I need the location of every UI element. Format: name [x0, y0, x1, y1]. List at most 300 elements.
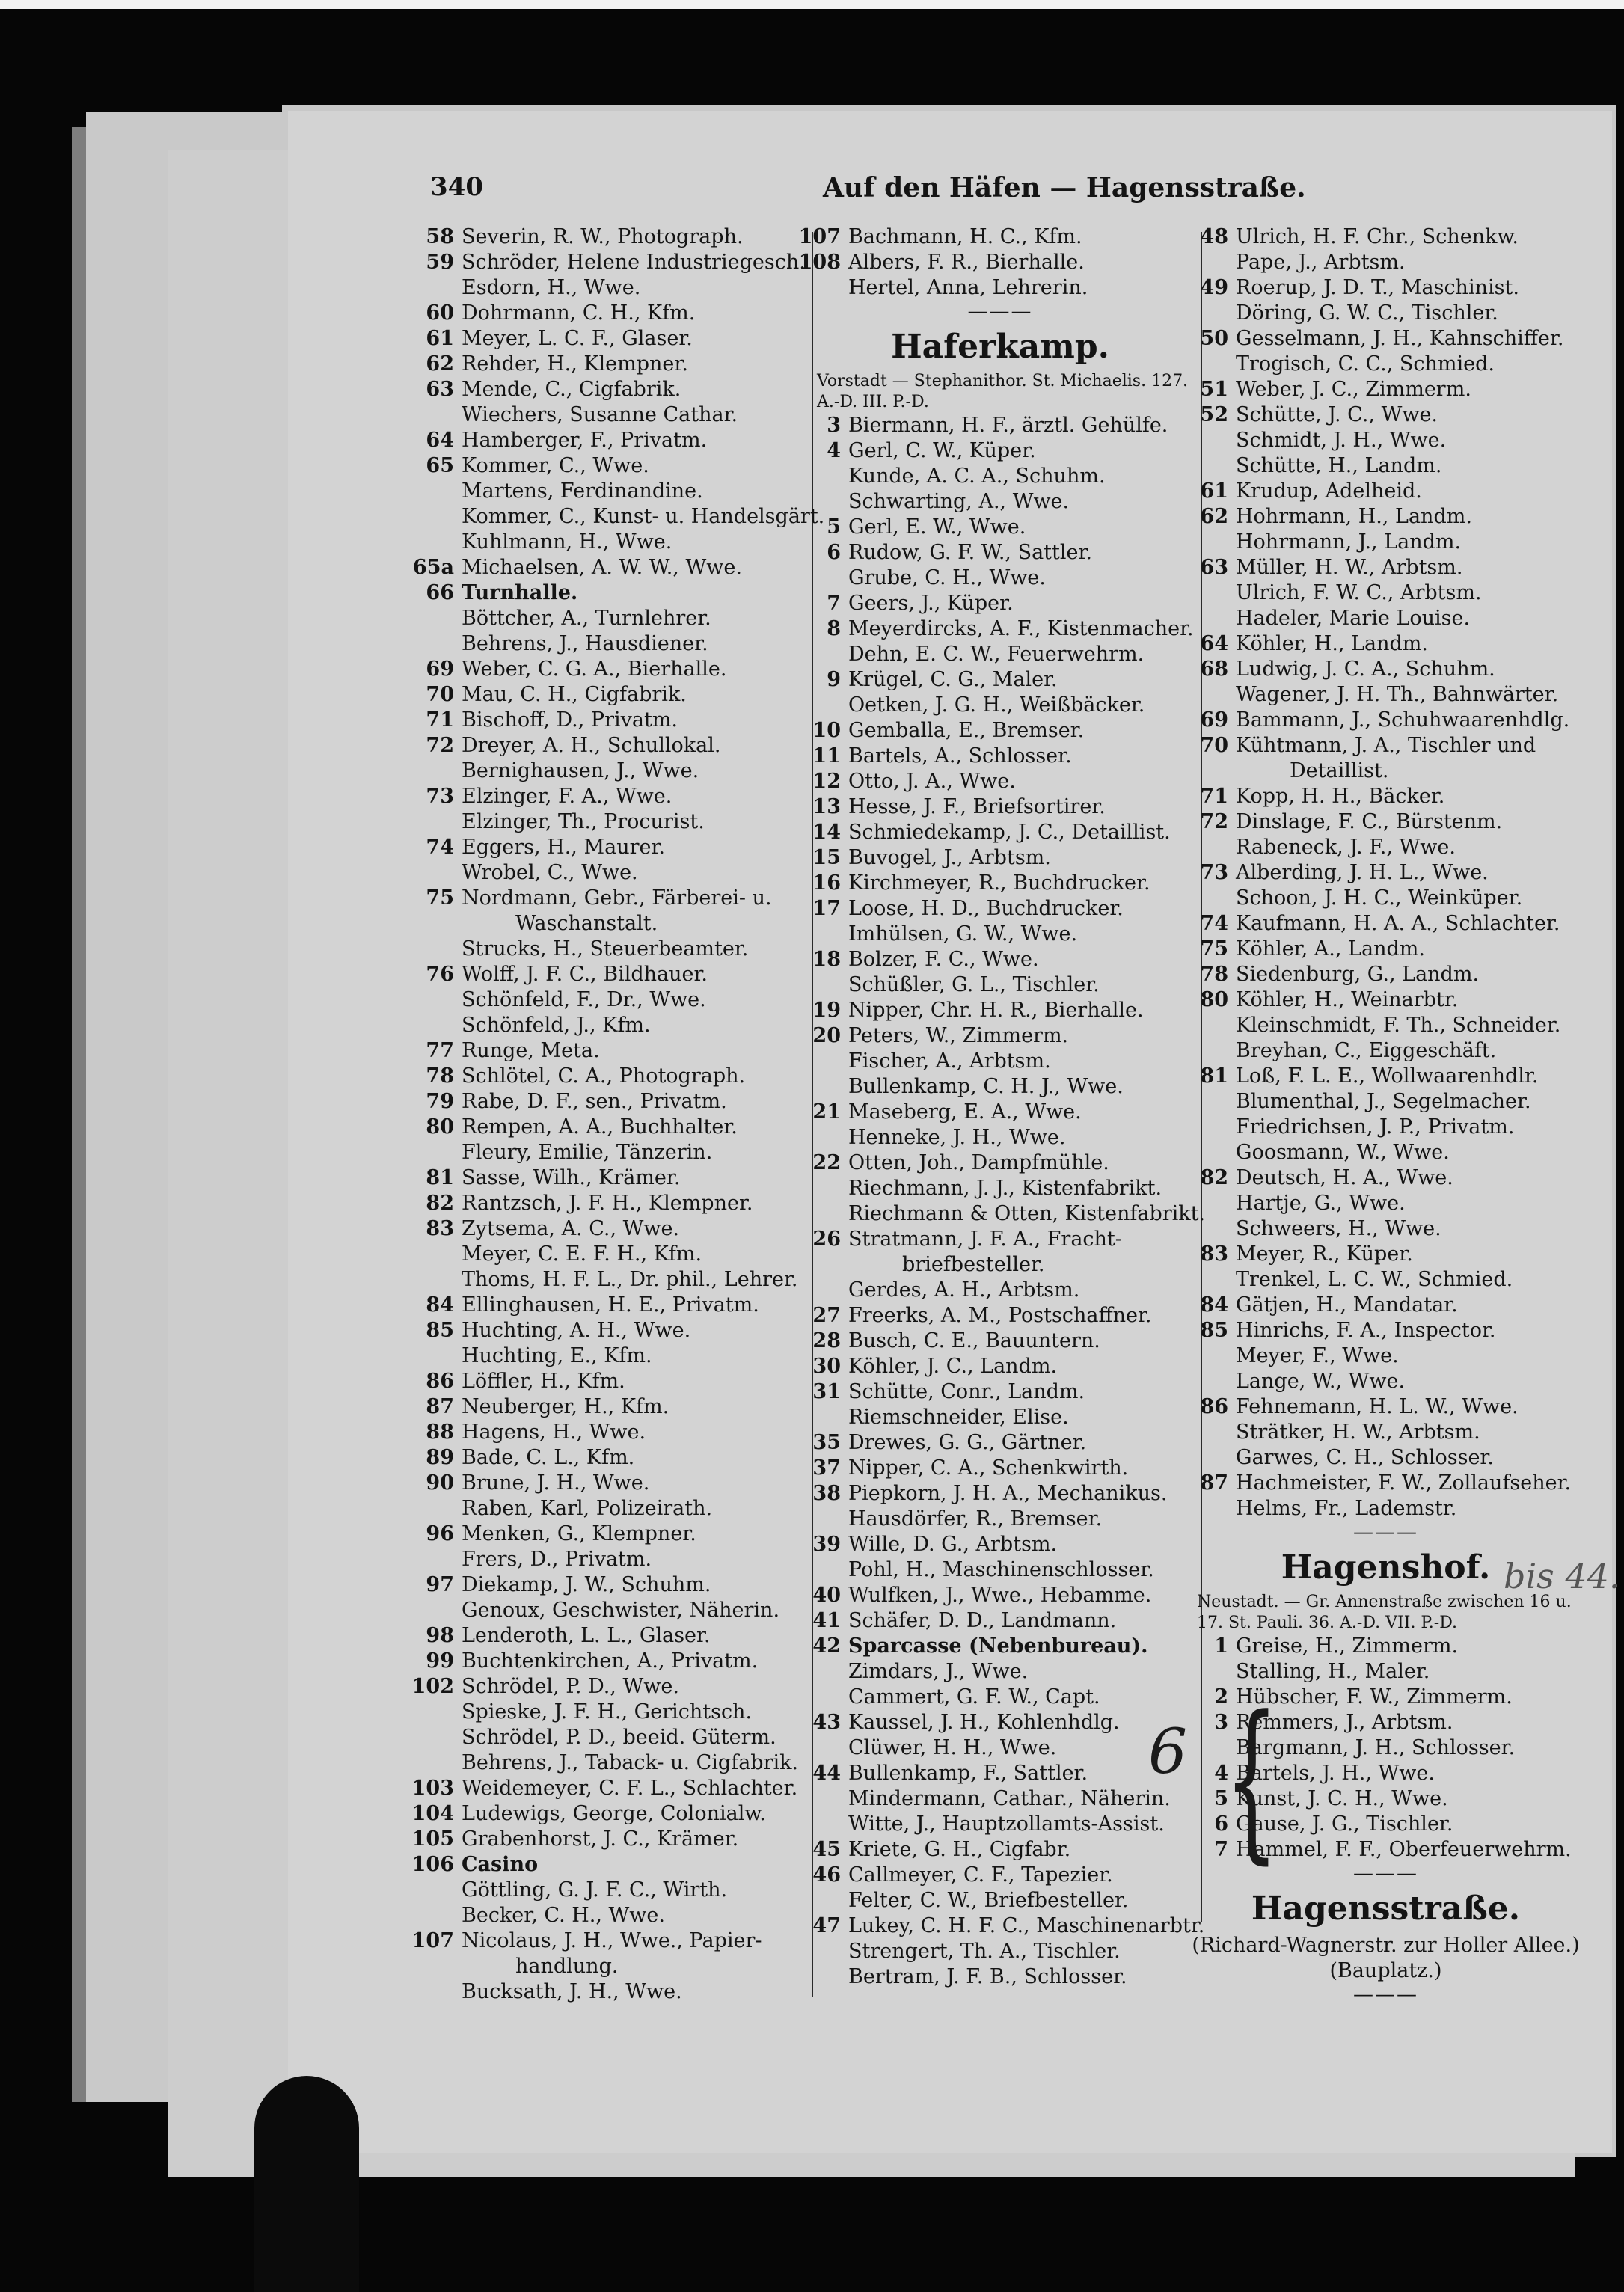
directory-entry	[794, 693, 1206, 718]
resident-entry: Gause, J. G., Tischler.	[1236, 1813, 1453, 1836]
resident-entry: Hamberger, F., Privatm.	[462, 429, 708, 452]
house-number: 85	[1200, 1319, 1228, 1342]
house-number: 38	[812, 1482, 841, 1505]
resident-entry: Michaelsen, A. W. W., Wwe.	[462, 556, 742, 579]
house-number: 10	[812, 719, 841, 742]
directory-entry	[1182, 250, 1590, 275]
house-number: 98	[426, 1624, 454, 1647]
house-number: 96	[426, 1522, 454, 1545]
house-number: 14	[812, 821, 841, 844]
resident-entry: Gerdes, A. H., Arbtsm.	[848, 1278, 1080, 1302]
house-number: 6	[1214, 1813, 1228, 1836]
directory-entry	[794, 616, 1206, 642]
directory-entry	[408, 250, 808, 275]
directory-entry	[794, 540, 1206, 566]
resident-entry: Schütte, J. C., Wwe.	[1236, 403, 1438, 426]
directory-entry	[794, 1227, 1206, 1252]
directory-entry	[408, 1623, 808, 1649]
directory-entry	[1182, 809, 1590, 835]
house-number: 21	[812, 1100, 841, 1124]
resident-entry: Biermann, H. F., ärztl. Gehülfe.	[848, 414, 1168, 437]
directory-entry	[408, 1013, 808, 1038]
resident-entry: Wolff, J. F. C., Bildhauer.	[462, 963, 708, 986]
resident-entry: Fischer, A., Arbtsm.	[848, 1050, 1051, 1073]
resident-entry: Nipper, C. A., Schenkwirth.	[848, 1456, 1129, 1480]
house-number: 65	[426, 454, 454, 477]
directory-entry	[794, 845, 1206, 871]
directory-entry	[1182, 1445, 1590, 1471]
resident-entry: Stratmann, J. F. A., Fracht-	[848, 1228, 1122, 1251]
resident-entry: Stalling, H., Maler.	[1236, 1660, 1430, 1683]
house-number: 3	[1214, 1711, 1228, 1734]
directory-entry	[1182, 224, 1590, 250]
resident-entry: Schütte, Conr., Landm.	[848, 1380, 1085, 1403]
directory-entry	[794, 667, 1206, 693]
directory-entry	[1182, 1496, 1590, 1522]
house-number: 106	[411, 1853, 454, 1876]
directory-entry	[794, 438, 1206, 464]
resident-entry: Mindermann, Cathar., Näherin.	[848, 1787, 1171, 1810]
directory-entry	[794, 1659, 1206, 1685]
directory-entry	[794, 718, 1206, 744]
house-number: 64	[1200, 632, 1228, 655]
resident-entry: Kühtmann, J. A., Tischler und	[1236, 734, 1536, 757]
resident-entry: Deutsch, H. A., Wwe.	[1236, 1166, 1453, 1189]
directory-entry	[794, 1710, 1206, 1735]
directory-entry	[408, 682, 808, 708]
resident-entry: Felter, C. W., Briefbesteller.	[848, 1889, 1129, 1912]
directory-entry	[408, 1572, 808, 1598]
directory-entry	[408, 631, 808, 657]
directory-entry	[408, 402, 808, 428]
resident-entry: Göttling, G. J. F. C., Wirth.	[462, 1878, 728, 1902]
resident-entry: Lenderoth, L. L., Glaser.	[462, 1624, 711, 1647]
house-number: 47	[812, 1914, 841, 1937]
resident-entry: Sparcasse (Nebenbureau).	[848, 1634, 1148, 1658]
directory-entry	[1182, 580, 1590, 606]
house-number: 5	[827, 515, 841, 539]
resident-entry: Strengert, Th. A., Tischler.	[848, 1940, 1121, 1963]
directory-entry	[1182, 962, 1590, 987]
directory-entry	[794, 1761, 1206, 1786]
house-number: 74	[1200, 912, 1228, 935]
resident-entry: Kirchmeyer, R., Buchdrucker.	[848, 871, 1150, 895]
house-number: 39	[812, 1533, 841, 1556]
house-number: 27	[812, 1304, 841, 1327]
directory-entry	[794, 1201, 1206, 1227]
scan-top-strip	[0, 0, 1624, 9]
resident-entry: Sasse, Wilh., Krämer.	[462, 1166, 681, 1189]
directory-entry	[408, 1928, 808, 1954]
resident-entry: Meyerdircks, A. F., Kistenmacher.	[848, 617, 1194, 640]
resident-entry: Drewes, G. G., Gärtner.	[848, 1431, 1087, 1454]
resident-entry: Cammert, G. F. W., Capt.	[848, 1685, 1100, 1709]
directory-entry	[794, 1634, 1206, 1659]
resident-entry: Eggers, H., Maurer.	[462, 836, 666, 859]
resident-entry: Busch, C. E., Bauuntern.	[848, 1329, 1100, 1352]
street-subheading: (Richard-Wagnerstr. zur Holler Allee.)	[1192, 1934, 1580, 1957]
directory-entry	[408, 504, 825, 530]
directory-entry	[794, 1837, 1206, 1863]
house-number: 78	[1200, 963, 1228, 986]
resident-entry: Brune, J. H., Wwe.	[462, 1471, 650, 1495]
directory-entry	[794, 591, 1206, 616]
section-divider: ———	[1353, 1983, 1418, 2006]
resident-entry: Kopp, H. H., Bäcker.	[1236, 785, 1445, 808]
house-number: 72	[1200, 810, 1228, 833]
resident-entry: Blumenthal, J., Segelmacher.	[1236, 1090, 1531, 1113]
directory-entry	[408, 784, 808, 809]
resident-entry: Oetken, J. G. H., Weißbäcker.	[848, 693, 1145, 717]
resident-entry: Buchtenkirchen, A., Privatm.	[462, 1649, 759, 1673]
resident-entry: Ulrich, H. F. Chr., Schenkw.	[1236, 225, 1519, 248]
resident-entry: Hausdörfer, R., Bremser.	[848, 1507, 1103, 1530]
directory-entry	[1182, 860, 1590, 886]
resident-entry: Rudow, G. F. W., Sattler.	[848, 541, 1093, 564]
resident-entry: Genoux, Geschwister, Näherin.	[462, 1599, 780, 1622]
directory-entry	[408, 1242, 808, 1267]
directory-entry	[794, 1176, 1206, 1201]
resident-entry: Schoon, J. H. C., Weinküper.	[1236, 886, 1523, 910]
resident-entry: Schönfeld, J., Kfm.	[462, 1014, 651, 1037]
house-number: 69	[426, 658, 454, 681]
house-number: 9	[827, 668, 841, 691]
house-number: 88	[426, 1421, 454, 1444]
street-heading-haferkamp: Haferkamp.	[891, 328, 1109, 366]
directory-entry	[1182, 657, 1590, 682]
directory-entry	[794, 998, 1206, 1023]
directory-entry	[1182, 682, 1590, 708]
house-number: 41	[812, 1609, 841, 1632]
house-number: 60	[426, 301, 454, 325]
directory-entry	[1182, 1420, 1590, 1445]
house-number: 37	[812, 1456, 841, 1480]
directory-entry	[1182, 1115, 1590, 1140]
resident-entry: Rehder, H., Klempner.	[462, 352, 688, 376]
directory-entry	[1182, 1140, 1590, 1165]
directory-entry	[794, 1150, 1206, 1176]
directory-entry	[408, 1827, 808, 1852]
directory-entry	[1182, 301, 1590, 326]
resident-entry: Elzinger, Th., Procurist.	[462, 810, 705, 833]
directory-entry	[408, 657, 808, 682]
resident-entry: Bertram, J. F. B., Schlosser.	[848, 1965, 1127, 1988]
house-number: 89	[426, 1446, 454, 1469]
resident-entry: Ludwig, J. C. A., Schuhm.	[1236, 658, 1495, 681]
directory-entry	[408, 1598, 808, 1623]
directory-entry	[1182, 606, 1590, 631]
house-number: 83	[1200, 1242, 1228, 1266]
house-number: 107	[798, 225, 841, 248]
directory-entry	[408, 1903, 808, 1928]
directory-entry	[794, 1329, 1206, 1354]
house-number: 30	[812, 1355, 841, 1378]
directory-entry	[794, 820, 1206, 845]
resident-entry: Hübscher, F. W., Zimmerm.	[1236, 1685, 1513, 1709]
resident-entry: Siedenburg, G., Landm.	[1236, 963, 1480, 986]
house-number: 31	[812, 1380, 841, 1403]
resident-entry: Zytsema, A. C., Wwe.	[462, 1217, 680, 1240]
resident-entry: Menken, G., Klempner.	[462, 1522, 696, 1545]
resident-entry: Raben, Karl, Polizeirath.	[462, 1497, 713, 1520]
resident-entry: Wille, D. G., Arbtsm.	[848, 1533, 1058, 1556]
house-number: 81	[426, 1166, 454, 1189]
house-number: 49	[1200, 276, 1228, 299]
house-number: 68	[1200, 658, 1228, 681]
resident-entry: Schönfeld, F., Dr., Wwe.	[462, 988, 706, 1011]
middle-column	[794, 224, 1206, 1990]
house-number: 80	[426, 1115, 454, 1139]
directory-entry	[1182, 1191, 1590, 1216]
house-number: 103	[411, 1777, 454, 1800]
house-number: 76	[426, 963, 454, 986]
house-number: 73	[426, 785, 454, 808]
resident-entry: Kuhlmann, H., Wwe.	[462, 530, 672, 554]
resident-entry: Frers, D., Privatm.	[462, 1548, 652, 1571]
house-number: 64	[426, 429, 454, 452]
house-number: 84	[1200, 1293, 1228, 1317]
house-number: 70	[1200, 734, 1228, 757]
resident-entry: Löffler, H., Kfm.	[462, 1370, 625, 1393]
house-number: 40	[812, 1584, 841, 1607]
resident-entry: Callmeyer, C. F., Tapezier.	[848, 1863, 1113, 1887]
directory-entry	[1182, 1013, 1590, 1038]
directory-entry	[408, 1979, 808, 2005]
directory-entry	[408, 1191, 808, 1216]
house-number: 61	[1200, 479, 1228, 503]
directory-entry	[1182, 835, 1590, 860]
resident-entry: Henneke, J. H., Wwe.	[848, 1126, 1066, 1149]
directory-entry	[794, 1049, 1206, 1074]
directory-entry	[1182, 377, 1590, 402]
resident-entry: Albers, F. R., Bierhalle.	[848, 251, 1085, 274]
directory-entry	[408, 1394, 808, 1420]
resident-entry: Wiechers, Susanne Cathar.	[462, 403, 738, 426]
directory-entry	[794, 744, 1206, 769]
house-number: 20	[812, 1024, 841, 1047]
resident-entry: Bullenkamp, C. H. J., Wwe.	[848, 1075, 1124, 1098]
directory-entry	[1182, 1038, 1590, 1064]
directory-entry	[408, 1420, 808, 1445]
house-number: 65a	[412, 556, 454, 579]
house-number: 11	[812, 744, 841, 767]
directory-entry	[1182, 1293, 1590, 1318]
house-number: 63	[426, 378, 454, 401]
resident-entry: Helms, Fr., Lademstr.	[1236, 1497, 1457, 1520]
house-number: 69	[1200, 708, 1228, 732]
house-number: 79	[426, 1090, 454, 1113]
directory-entry	[794, 1888, 1206, 1913]
resident-entry: Wrobel, C., Wwe.	[462, 861, 638, 884]
house-number: 19	[812, 999, 841, 1022]
directory-entry	[794, 1354, 1206, 1379]
resident-entry: Bargmann, J. H., Schlosser.	[1236, 1736, 1516, 1759]
resident-entry: Lange, W., Wwe.	[1236, 1370, 1406, 1393]
resident-entry: Kaussel, J. H., Kohlenhdlg.	[848, 1711, 1120, 1734]
directory-entry	[1182, 1394, 1590, 1420]
directory-entry	[408, 1801, 808, 1827]
resident-entry: Waschanstalt.	[515, 912, 658, 935]
resident-entry: Hohrmann, J., Landm.	[1236, 530, 1462, 554]
directory-entry	[1182, 759, 1590, 784]
directory-entry	[408, 886, 808, 911]
directory-entry	[794, 1863, 1206, 1888]
directory-entry	[794, 1735, 1206, 1761]
resident-entry: Rempen, A. A., Buchhalter.	[462, 1115, 738, 1139]
directory-entry	[408, 987, 808, 1013]
house-number: 70	[426, 683, 454, 706]
house-number: 62	[1200, 505, 1228, 528]
directory-entry	[794, 896, 1206, 922]
resident-entry: Nipper, Chr. H. R., Bierhalle.	[848, 999, 1144, 1022]
directory-entry	[1182, 1216, 1590, 1242]
street-subheading: (Bauplatz.)	[1329, 1959, 1442, 1982]
resident-entry: Bolzer, F. C., Wwe.	[848, 948, 1039, 971]
directory-entry	[408, 224, 808, 250]
street-subheading: Vorstadt — Stephanithor. St. Michaelis. 127. A.-D. III. P.-D.	[817, 372, 1189, 411]
house-number: 83	[426, 1217, 454, 1240]
resident-entry: Bammann, J., Schuhwaarenhdlg.	[1236, 708, 1570, 732]
running-head: Auf den Häfen — Hagensstraße.	[823, 172, 1306, 203]
directory-entry	[1182, 1471, 1590, 1496]
directory-entry	[408, 937, 808, 962]
resident-entry: Gemballa, E., Bremser.	[848, 719, 1085, 742]
directory-entry	[1182, 708, 1590, 733]
thumb-shadow	[254, 2076, 359, 2292]
directory-entry	[1182, 733, 1590, 759]
house-number: 44	[812, 1762, 841, 1785]
resident-entry: Schröder, Helene Industriegesch.	[462, 251, 806, 274]
directory-entry	[408, 326, 808, 352]
resident-entry: Trenkel, L. C. W., Schmied.	[1236, 1268, 1513, 1291]
directory-entry	[794, 1481, 1206, 1507]
resident-entry: Weber, C. G. A., Bierhalle.	[462, 658, 727, 681]
resident-entry: Nicolaus, J. H., Wwe., Papier-	[462, 1929, 762, 1952]
directory-entry	[1182, 402, 1590, 428]
house-number: 6	[827, 541, 841, 564]
directory-entry	[408, 1445, 808, 1471]
house-number: 74	[426, 836, 454, 859]
directory-entry	[408, 1674, 808, 1700]
directory-entry	[1182, 530, 1590, 555]
resident-entry: Dehn, E. C. W., Feuerwehrm.	[848, 643, 1145, 666]
directory-entry	[408, 1343, 808, 1369]
house-number: 71	[426, 708, 454, 732]
house-number: 81	[1200, 1064, 1228, 1088]
house-number: 28	[812, 1329, 841, 1352]
resident-entry: Bernighausen, J., Wwe.	[462, 759, 699, 782]
directory-entry	[408, 606, 808, 631]
directory-entry	[794, 1685, 1206, 1710]
house-number: 7	[827, 592, 841, 615]
directory-entry	[1182, 1064, 1590, 1089]
resident-entry: Bucksath, J. H., Wwe.	[462, 1980, 682, 2003]
resident-entry: Mau, C. H., Cigfabrik.	[462, 683, 687, 706]
directory-entry	[408, 1038, 808, 1064]
directory-entry	[794, 1252, 1206, 1278]
directory-entry	[794, 1405, 1206, 1430]
resident-entry: Krügel, C. G., Maler.	[848, 668, 1058, 691]
directory-entry	[408, 1750, 808, 1776]
directory-entry	[408, 377, 808, 402]
house-number: 86	[426, 1370, 454, 1393]
resident-entry: Otto, J. A., Wwe.	[848, 770, 1016, 793]
directory-entry	[794, 1074, 1206, 1100]
resident-entry: Schlötel, C. A., Photograph.	[462, 1064, 746, 1088]
resident-entry: Hartje, G., Wwe.	[1236, 1192, 1406, 1215]
house-number: 51	[1200, 378, 1228, 401]
house-number: 18	[812, 948, 841, 971]
resident-entry: Dreyer, A. H., Schullokal.	[462, 734, 721, 757]
resident-entry: Thoms, H. F. L., Dr. phil., Lehrer.	[462, 1268, 798, 1291]
resident-entry: Köhler, A., Landm.	[1236, 937, 1425, 960]
resident-entry: Grabenhorst, J. C., Krämer.	[462, 1827, 739, 1851]
resident-entry: Kunst, J. C. H., Wwe.	[1236, 1787, 1448, 1810]
directory-entry	[794, 1608, 1206, 1634]
resident-entry: Pohl, H., Maschinenschlosser.	[848, 1558, 1154, 1581]
resident-entry: Breyhan, C., Eiggeschäft.	[1236, 1039, 1497, 1062]
resident-entry: Hohrmann, H., Landm.	[1236, 505, 1472, 528]
resident-entry: Schrödel, P. D., Wwe.	[462, 1675, 679, 1698]
house-number: 87	[1200, 1471, 1228, 1495]
directory-entry	[408, 1496, 808, 1522]
directory-entry	[408, 1725, 808, 1750]
resident-entry: Piepkorn, J. H. A., Mechanikus.	[848, 1482, 1168, 1505]
directory-entry	[408, 911, 808, 937]
resident-entry: Riemschneider, Elise.	[848, 1406, 1069, 1429]
house-number: 63	[1200, 556, 1228, 579]
directory-entry	[794, 1023, 1206, 1049]
directory-entry	[794, 769, 1206, 794]
resident-entry: Fehnemann, H. L. W., Wwe.	[1236, 1395, 1519, 1418]
house-number: 80	[1200, 988, 1228, 1011]
directory-entry	[794, 794, 1206, 820]
section-divider: ———	[1353, 1862, 1418, 1885]
house-number: 71	[1200, 785, 1228, 808]
house-number: 15	[812, 846, 841, 869]
resident-entry: Huchting, E., Kfm.	[462, 1344, 652, 1367]
directory-entry	[408, 962, 808, 987]
directory-entry	[794, 1812, 1206, 1837]
resident-entry: Bullenkamp, F., Sattler.	[848, 1762, 1088, 1785]
resident-entry: Kommer, C., Wwe.	[462, 454, 649, 477]
directory-entry	[408, 453, 808, 479]
resident-entry: Esdorn, H., Wwe.	[462, 276, 641, 299]
directory-entry	[408, 708, 808, 733]
resident-entry: Kaufmann, H. A. A., Schlachter.	[1236, 912, 1560, 935]
margin-handwritten-number: 6	[1148, 1717, 1188, 1788]
directory-entry	[408, 1267, 808, 1293]
house-number: 82	[426, 1192, 454, 1215]
house-number: 99	[426, 1649, 454, 1673]
house-number: 62	[426, 352, 454, 376]
house-number: 2	[1214, 1685, 1228, 1709]
directory-entry	[794, 1278, 1206, 1303]
resident-entry: Müller, H. W., Arbtsm.	[1236, 556, 1463, 579]
house-number: 87	[426, 1395, 454, 1418]
house-number: 13	[812, 795, 841, 818]
directory-entry	[408, 835, 808, 860]
resident-entry: Turnhalle.	[462, 581, 578, 604]
directory-entry	[794, 1939, 1206, 1964]
resident-entry: Ludewigs, George, Colonialw.	[462, 1802, 766, 1825]
resident-entry: Greise, H., Zimmerm.	[1236, 1634, 1459, 1658]
resident-entry: Kriete, G. H., Cigfabr.	[848, 1838, 1071, 1861]
resident-entry: Witte, J., Hauptzollamts-Assist.	[848, 1813, 1165, 1836]
directory-entry	[408, 1878, 808, 1903]
directory-entry	[794, 972, 1206, 998]
resident-entry: Schäfer, D. D., Landmann.	[848, 1609, 1117, 1632]
